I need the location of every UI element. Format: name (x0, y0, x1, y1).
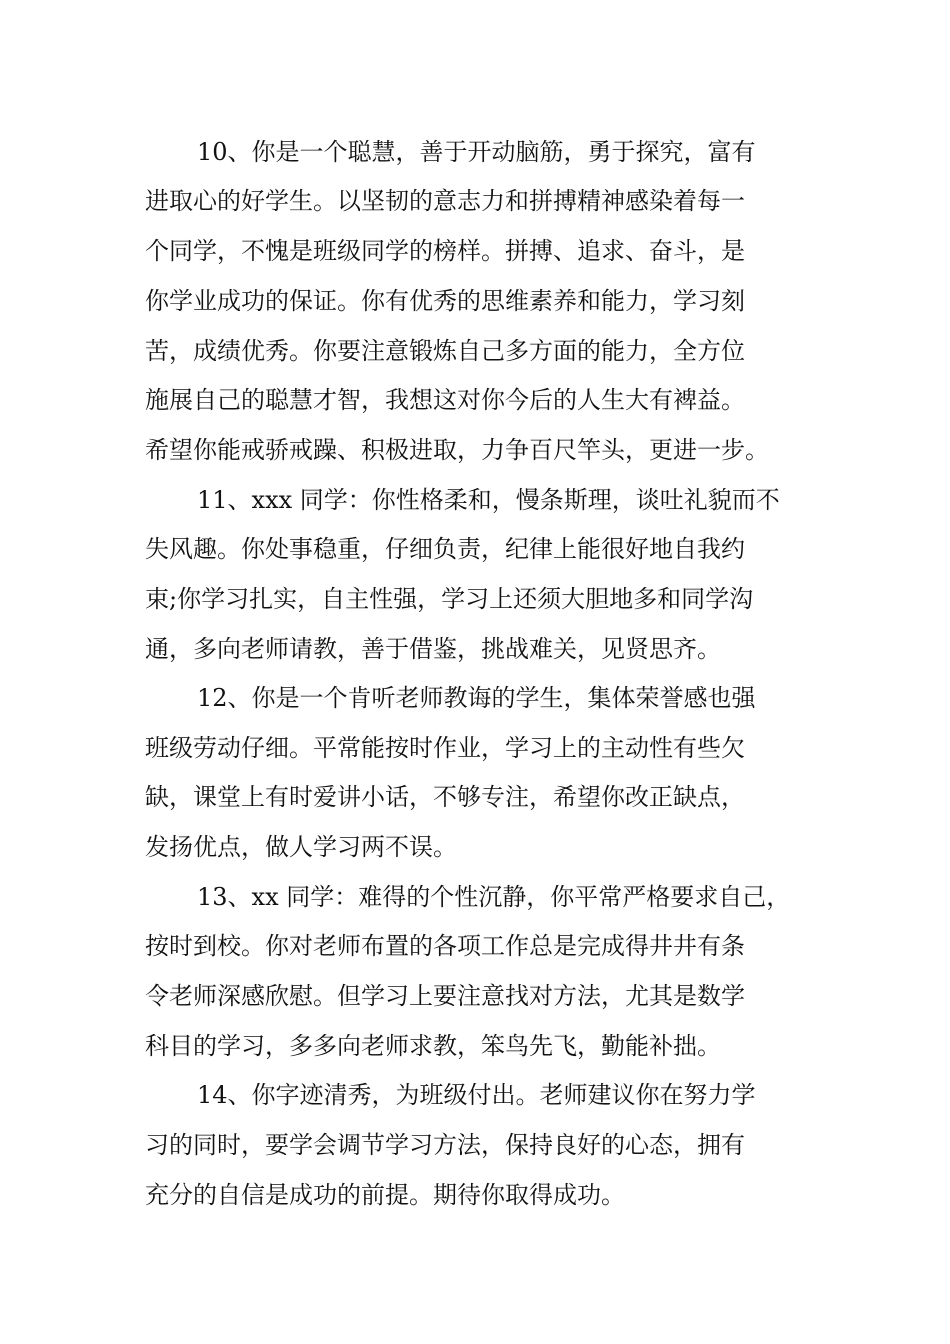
paragraph-10-line-1: 10、你是一个聪慧，善于开动脑筋，勇于探究，富有 (197, 138, 756, 166)
paragraph-13-line-3: 令老师深感欣慰。但学习上要注意找对方法，尤其是数学 (145, 982, 745, 1010)
paragraph-13-line-1: 13、xx 同学：难得的个性沉静，你平常严格要求自己， (197, 883, 791, 911)
paragraph-11-line-2: 失风趣。你处事稳重，仔细负责，纪律上能很好地自我约 (145, 535, 745, 563)
paragraph-14-line-2: 习的同时，要学会调节学习方法，保持良好的心态，拥有 (145, 1131, 745, 1159)
paragraph-13-line-4: 科目的学习，多多向老师求教，笨鸟先飞，勤能补拙。 (145, 1032, 721, 1060)
paragraph-10-line-7: 希望你能戒骄戒躁、积极进取，力争百尺竿头，更进一步。 (145, 436, 769, 464)
paragraph-13-line-2: 按时到校。你对老师布置的各项工作总是完成得井井有条 (145, 932, 745, 960)
paragraph-10-line-6: 施展自己的聪慧才智，我想这对你今后的人生大有裨益。 (145, 386, 745, 414)
paragraph-11-line-3: 束;你学习扎实，自主性强，学习上还须大胆地多和同学沟 (145, 585, 754, 613)
paragraph-11-line-4: 通，多向老师请教，善于借鉴，挑战难关，见贤思齐。 (145, 635, 721, 663)
paragraph-14-line-1: 14、你字迹清秀，为班级付出。老师建议你在努力学 (197, 1081, 756, 1109)
paragraph-10-line-3: 个同学，不愧是班级同学的榜样。拼搏、追求、奋斗，是 (145, 237, 745, 265)
paragraph-12-line-4: 发扬优点，做人学习两不误。 (145, 833, 457, 861)
paragraph-14-line-3: 充分的自信是成功的前提。期待你取得成功。 (145, 1181, 625, 1209)
paragraph-12-line-1: 12、你是一个肯听老师教诲的学生，集体荣誉感也强 (197, 684, 756, 712)
paragraph-11-line-1: 11、xxx 同学：你性格柔和，慢条斯理，谈吐礼貌而不 (197, 486, 780, 514)
paragraph-10-line-5: 苦，成绩优秀。你要注意锻炼自己多方面的能力，全方位 (145, 337, 745, 365)
paragraph-12-line-2: 班级劳动仔细。平常能按时作业，学习上的主动性有些欠 (145, 734, 745, 762)
paragraph-10-line-2: 进取心的好学生。以坚韧的意志力和拼搏精神感染着每一 (145, 187, 745, 215)
paragraph-10-line-4: 你学业成功的保证。你有优秀的思维素养和能力，学习刻 (145, 287, 745, 315)
paragraph-12-line-3: 缺，课堂上有时爱讲小话，不够专注，希望你改正缺点， (145, 783, 745, 811)
